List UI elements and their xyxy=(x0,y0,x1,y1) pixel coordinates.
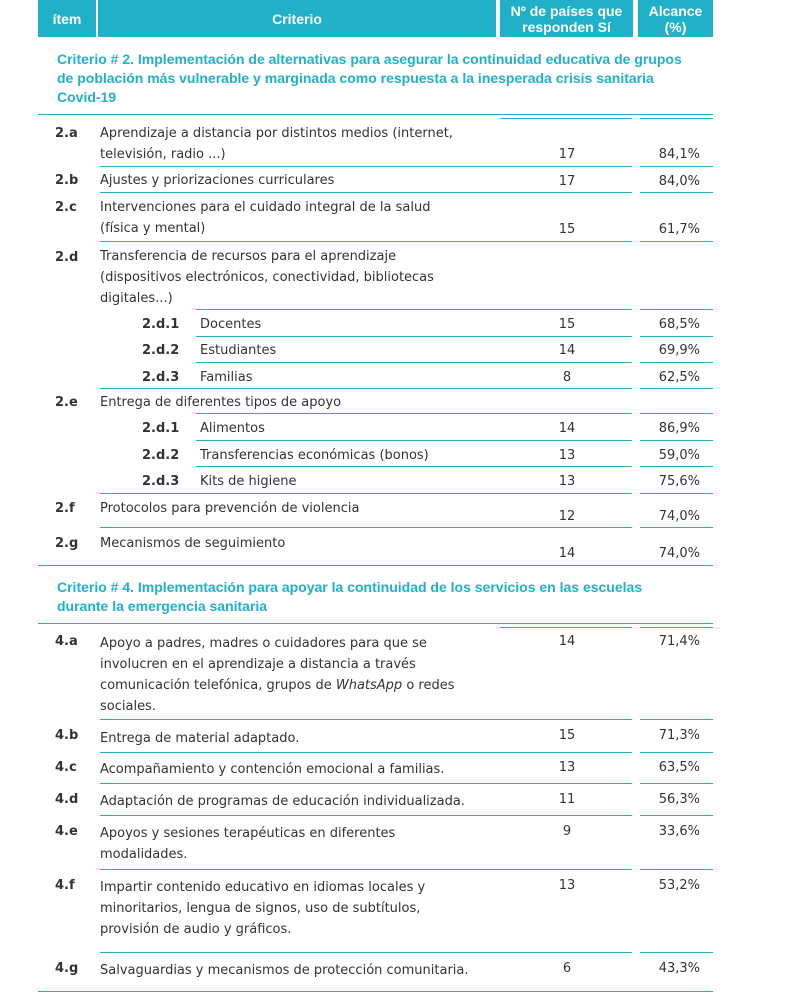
criterio-2d-l2: (dispositivos electrónicos, conectividad, bibliotecas xyxy=(100,270,434,285)
item-2d3: 2.d.3 xyxy=(142,370,180,385)
item-2e2: 2.d.2 xyxy=(142,448,180,463)
paises-4c: 13 xyxy=(558,760,576,775)
row-divider xyxy=(640,362,713,363)
row-divider xyxy=(640,952,713,953)
row-divider xyxy=(100,527,632,528)
item-2f: 2.f xyxy=(55,501,75,516)
criterio-2a-l2: televisión, radio ...) xyxy=(100,147,226,162)
criterio-4e-l2: modalidades. xyxy=(100,847,188,862)
item-4b: 4.b xyxy=(55,728,79,743)
row-divider xyxy=(640,752,713,753)
item-2c: 2.c xyxy=(55,200,77,215)
row-divider xyxy=(196,309,632,310)
criterio-2c xyxy=(100,197,430,239)
table-bottom xyxy=(38,991,713,992)
alcance-2e1: 86,9% xyxy=(658,421,700,436)
criterio-2a xyxy=(100,123,453,165)
row-topline xyxy=(500,118,632,119)
section2-bottom xyxy=(38,565,713,566)
item-4e: 4.e xyxy=(55,824,78,839)
criterio-4b: Entrega de material adaptado. xyxy=(100,731,300,746)
row-divider xyxy=(100,192,632,193)
item-4a: 4.a xyxy=(55,634,78,649)
alcance-2e2: 59,0% xyxy=(658,448,700,463)
section2-divider xyxy=(38,114,713,115)
alcance-2c: 61,7% xyxy=(658,222,700,237)
paises-2f: 12 xyxy=(558,509,576,524)
criterio-4a-l2: involucren en el aprendizaje a distancia a través xyxy=(100,657,416,672)
item-4f: 4.f xyxy=(55,878,75,893)
criterio-4a-l4: sociales. xyxy=(100,699,156,714)
alcance-4d: 56,3% xyxy=(658,792,700,807)
section2-title-line3: Covid-19 xyxy=(57,89,117,105)
row-divider xyxy=(196,466,632,467)
row-divider xyxy=(100,815,632,816)
alcance-2g: 74,0% xyxy=(658,546,700,561)
section2-title xyxy=(57,50,717,107)
section2-title-line1: Criterio # 2. Implementación de alternativas para asegurar la continuidad educativa de grupos xyxy=(57,51,682,67)
item-2e1: 2.d.1 xyxy=(142,421,180,436)
section4-divider xyxy=(38,623,713,624)
criterio-2d1: Docentes xyxy=(200,317,262,332)
criterio-4a-l3 xyxy=(100,675,455,696)
paises-4b: 15 xyxy=(558,728,576,743)
alcance-4b: 71,3% xyxy=(658,728,700,743)
row-divider xyxy=(640,192,713,193)
item-2e: 2.e xyxy=(55,395,78,410)
criterio-4f xyxy=(100,877,425,940)
alcance-2d2: 69,9% xyxy=(658,343,700,358)
paises-2c: 15 xyxy=(558,222,576,237)
row-divider xyxy=(196,362,632,363)
section4-title xyxy=(57,578,717,616)
row-topline xyxy=(640,627,713,628)
item-2d1: 2.d.1 xyxy=(142,317,180,332)
criterio-4f-l3: provisión de audio y gráficos. xyxy=(100,922,292,937)
row-divider xyxy=(100,388,632,389)
paises-2d3: 8 xyxy=(562,370,572,385)
header-paises xyxy=(500,0,633,37)
row-divider xyxy=(196,413,632,414)
item-2e3: 2.d.3 xyxy=(142,474,180,489)
criterio-2d-l3: digitales...) xyxy=(100,291,173,306)
alcance-2b: 84,0% xyxy=(658,174,700,189)
row-divider xyxy=(100,783,632,784)
paises-4a: 14 xyxy=(558,634,576,649)
criterio-4e-l1: Apoyos y sesiones terapéuticas en diferentes xyxy=(100,826,396,841)
criterio-2d3: Familias xyxy=(200,370,253,385)
alcance-4f: 53,2% xyxy=(658,878,700,893)
row-topline xyxy=(640,118,713,119)
header-paises-line1: Nº de países que xyxy=(510,2,623,19)
criterio-2b: Ajustes y priorizaciones curriculares xyxy=(100,173,335,188)
paises-2e2: 13 xyxy=(558,448,576,463)
paises-2a: 17 xyxy=(558,147,576,162)
paises-4e: 9 xyxy=(562,824,572,839)
criterio-2d2: Estudiantes xyxy=(200,343,277,358)
criterio-4a-whatsapp: WhatsApp xyxy=(335,678,403,693)
alcance-2f: 74,0% xyxy=(658,509,700,524)
criterio-2e1: Alimentos xyxy=(200,421,265,436)
row-divider xyxy=(640,440,713,441)
header-paises-line2: responden Sí xyxy=(522,18,611,35)
criterio-2c-l2: (física y mental) xyxy=(100,221,206,236)
criterio-2a-l1: Aprendizaje a distancia por distintos medios (internet, xyxy=(100,126,453,141)
section4-title-line1: Criterio # 4. Implementación para apoyar la continuidad de los servicios en las escuelas xyxy=(57,579,643,595)
header-alcance xyxy=(638,0,713,37)
row-divider xyxy=(640,413,713,414)
alcance-2e3: 75,6% xyxy=(658,474,700,489)
paises-2d1: 15 xyxy=(558,317,576,332)
row-topline xyxy=(500,627,632,628)
item-2d: 2.d xyxy=(55,250,79,265)
criterio-2f: Protocolos para prevención de violencia xyxy=(100,501,360,516)
criterio-4g: Salvaguardias y mecanismos de protección comunitaria. xyxy=(100,963,469,978)
header-item: ítem xyxy=(38,0,96,37)
criterio-4e xyxy=(100,823,395,865)
item-4d: 4.d xyxy=(55,792,79,807)
paises-2e1: 14 xyxy=(558,421,576,436)
criterio-4f-l2: minoritarios, lengua de signos, uso de subtítulos, xyxy=(100,901,421,916)
section2-title-line2: de población más vulnerable y marginada como respuesta a la inesperada crisis sanitaria xyxy=(57,70,654,86)
row-divider xyxy=(196,336,632,337)
item-4c: 4.c xyxy=(55,760,77,775)
alcance-2a: 84,1% xyxy=(658,147,700,162)
paises-4d: 11 xyxy=(558,792,576,807)
criterio-2e3: Kits de higiene xyxy=(200,474,297,489)
row-divider xyxy=(640,527,713,528)
criterio-4d: Adaptación de programas de educación individualizada. xyxy=(100,794,465,809)
row-divider xyxy=(100,752,632,753)
row-divider xyxy=(640,815,713,816)
criterio-2e: Entrega de diferentes tipos de apoyo xyxy=(100,395,342,410)
alcance-2d1: 68,5% xyxy=(658,317,700,332)
alcance-4g: 43,3% xyxy=(658,961,700,976)
header-criterio: Criterio xyxy=(98,0,496,37)
row-divider xyxy=(100,952,632,953)
item-2a: 2.a xyxy=(55,126,78,141)
row-divider xyxy=(640,719,713,720)
criterio-2c-l1: Intervenciones para el cuidado integral de la salud xyxy=(100,200,431,215)
alcance-2d3: 62,5% xyxy=(658,370,700,385)
alcance-4e: 33,6% xyxy=(658,824,700,839)
row-divider xyxy=(100,166,632,167)
row-divider xyxy=(640,166,713,167)
row-divider xyxy=(100,719,632,720)
paises-2e3: 13 xyxy=(558,474,576,489)
criterio-4f-l1: Impartir contenido educativo en idiomas locales y xyxy=(100,880,426,895)
item-4g: 4.g xyxy=(55,961,79,976)
row-divider xyxy=(640,869,713,870)
row-divider xyxy=(640,309,713,310)
header-alcance-line2: (%) xyxy=(664,18,687,35)
alcance-4c: 63,5% xyxy=(658,760,700,775)
criterio-2e2: Transferencias económicas (bonos) xyxy=(200,448,429,463)
row-divider xyxy=(640,388,713,389)
row-divider xyxy=(100,493,632,494)
criterio-4a-l1: Apoyo a padres, madres o cuidadores para que se xyxy=(100,636,427,651)
row-divider xyxy=(640,493,713,494)
criterio-2g: Mecanismos de seguimiento xyxy=(100,536,286,551)
paises-4f: 13 xyxy=(558,878,576,893)
section4-title-line2: durante la emergencia sanitaria xyxy=(57,598,268,614)
criterio-2d-l1: Transferencia de recursos para el aprendizaje xyxy=(100,249,397,264)
criterio-4c: Acompañamiento y contención emocional a familias. xyxy=(100,762,445,777)
paises-2d2: 14 xyxy=(558,343,576,358)
paises-2b: 17 xyxy=(558,174,576,189)
item-2b: 2.b xyxy=(55,173,79,188)
row-divider xyxy=(640,336,713,337)
row-divider xyxy=(640,783,713,784)
paises-2g: 14 xyxy=(558,546,576,561)
row-divider xyxy=(100,241,632,242)
item-2g: 2.g xyxy=(55,536,79,551)
criterio-4a-l3c: o redes xyxy=(402,678,455,693)
paises-4g: 6 xyxy=(562,961,572,976)
row-divider xyxy=(640,466,713,467)
alcance-4a: 71,4% xyxy=(658,634,700,649)
item-2d2: 2.d.2 xyxy=(142,343,180,358)
header-alcance-line1: Alcance xyxy=(648,2,703,19)
row-divider xyxy=(196,440,632,441)
criterio-2d xyxy=(100,246,434,309)
row-divider xyxy=(100,869,632,870)
criterio-4a xyxy=(100,633,455,717)
criterio-4a-l3a: comunicación telefónica, grupos de xyxy=(100,678,336,693)
row-divider xyxy=(640,241,713,242)
